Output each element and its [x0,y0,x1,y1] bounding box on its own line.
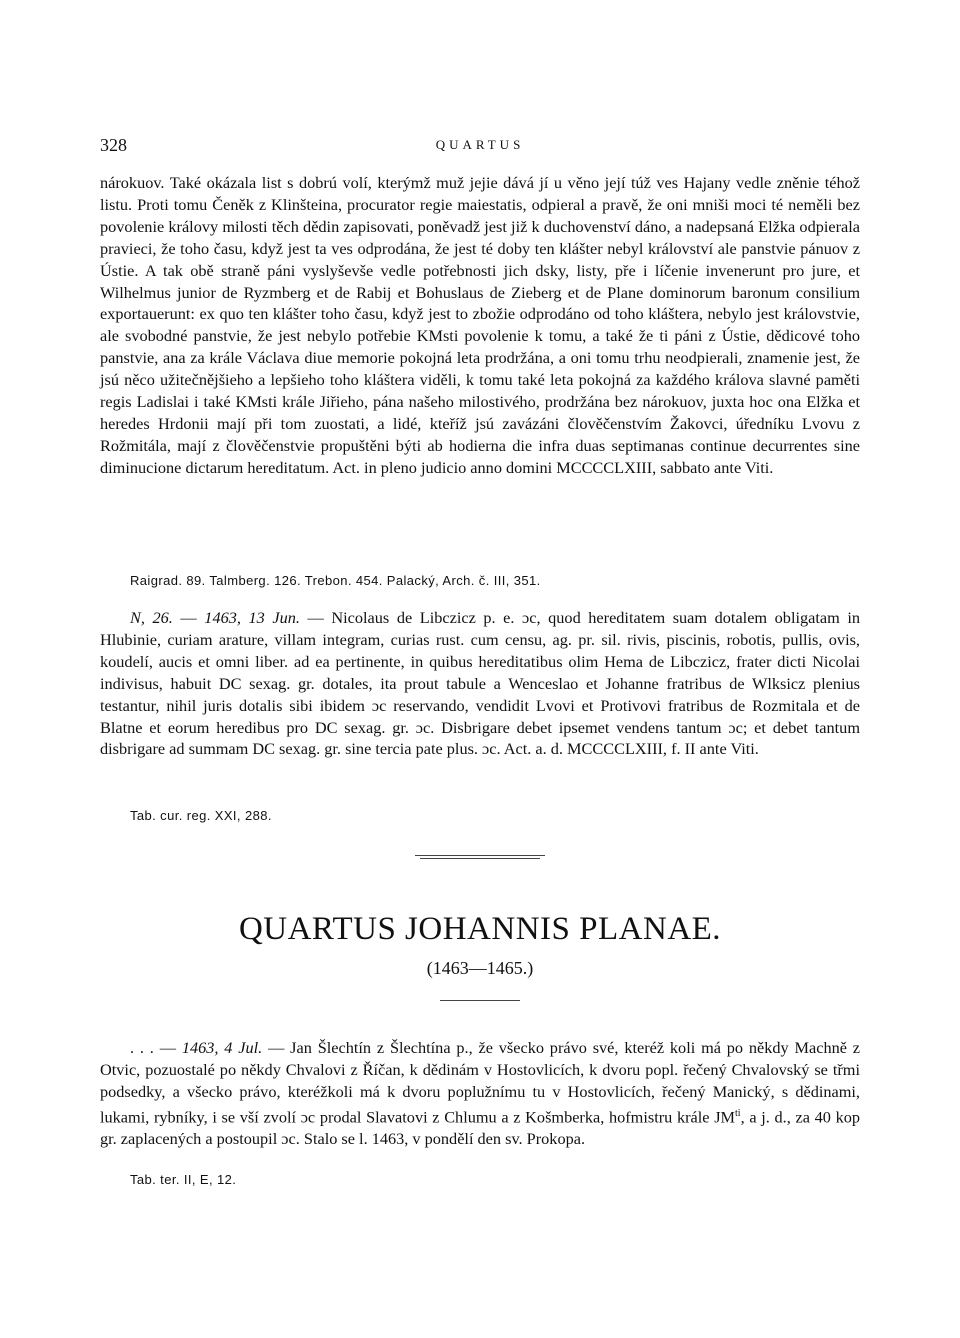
section-title: QUARTUS JOHANNIS PLANAE. [238,911,722,947]
entry-1463-jul [100,1037,860,1150]
page-number: 328 [100,135,127,155]
entry-date: 1463, 13 Jun. [204,608,300,627]
entry-n26 [100,607,860,760]
superscript: ti [735,1107,741,1119]
section-years: (1463—1465.) [426,958,534,978]
section-divider [420,858,540,859]
running-head: QUARTUS [435,137,525,152]
paragraph-continuation: nárokuov. Také okázala list s dobrú volí, kterýmž muž jejie dává jí u věno její túž ves Hajany vedle zněnie téhož listu. Proti tomu Čeněk z Klinšteina, procurator regie maiestatis, odpieral a pravě, že oni mniši moci té neměli bez povolenie královy milosti těch dědin zapisovati, poněvadž jest již k duchovenství dáno, a nadepsaná Elžka odpierala pravieci, že toho času, když jest ta ves odprodána, že jest té doby ten klášter nebyl království ale panstvie pánuov z Ústie. A tak obě straně páni vyslyševše vedle potřebnosti jich dsky, listy, pře i líčenie invenerunt pro jure, et Wilhelmus junior de Ryzmberg et de Rabij et Bohuslaus de Zieberg et de Plane dominorum baronum consilium exportauerunt: ex quo ten klášter toho času, když jest to zbožie odprodáno od toho kláštera, nebylo jest královstvie, ale svobodné panstvie, že jest nebylo potřebie KMsti povolenie k tomu, a také že ti páni z Ústie, dědicové toho panstvie, ana za krále Václava diue memorie pokojná leta prodržána, a oni tomu trhu neodpierali, znamenie jest, že jsú něco užitečnějšieho a lepšieho toho kláštera viděli, k tomu také leta pokojná za každého králova slavné paměti regis Ladislai i také KMsti krále Jiřieho, pána našeho milostivého, prodržána bez nárokuov, juxta hoc ona Elžka et heredes Hrdonii mají při tom zuostati, a lidé, kteříž jsú zavázáni člověčenstvím Žakovci, úředníku Lvovu z Rožmitála, mají z člověčenstvie propuštěni býti ab hodierna die infra duas septimanas continue decurrentes sine diminucione dictarum hereditatum. Act. in pleno judicio anno domini MCCCCLXIII, sabbato ante Viti. [100,173,860,477]
page-header [100,135,860,159]
entry-dash: — [172,608,205,627]
section-divider [415,855,545,856]
entry-reference: N, 26. [130,608,173,627]
entry-text: — Jan Šlechtín z Šlechtína p., že všecko právo své, kteréž koli má po někdy Machně z Otvic, pozuostalé po někdy Chvalovi z Říčan, k dědinám v Hostovlicích, k dvoru popl. řečený Chvalovský se třmi podsedky, a všecko právo, kteréžkoli má k dvoru poplužnímu tu v Hostovlicích, řečený Manický, s dědinami, lukami, rybníky, i se vší zvolí ɔc prodal Slavatovi z Chlumu a z Košmberka, hofmistru krále JM [100,1038,861,1127]
entry-text-end: , a j. d., za 40 kop gr. zaplacených a postoupil ɔc. Stalo se l. 1463, v pondělí den sv. Prokopa. [100,1107,861,1149]
entry-date: 1463, 4 Jul. [181,1038,263,1057]
source-citation: Tab. cur. reg. XXI, 288. [130,808,272,823]
source-citation: Raigrad. 89. Talmberg. 126. Trebon. 454. Palacký, Arch. č. III, 351. [130,573,541,588]
entry-lead: . . . — [130,1038,182,1057]
entry-text: — Nicolaus de Libczicz p. e. ɔc, quod hereditatem suam dotalem obligatam in Hlubinie, curiam arature, villam integram, curias rust. cum censu, ag. pr. sil. rivis, piscinis, robotis, pullis, ovis, koudelí, aucis et omni liber. ad ea pertinente, in quibus hereditatibus olim Hema de Libczicz, frater dicti Nicolai indivisus, habuit DC sexag. gr. dotales, ita prout tabule a Wenceslao et Johanne fratribus de Wlksicz plenius testantur, nihil juris dotalis sibi ibidem ɔc reservando, vendidit Lvovi et Protivovi fratribus de Rozmitala et de Blatne et eorum heredibus pro DC sexag. gr. ɔc. Disbrigare debet ipsemet vendens tantum ɔc; et debet tantum disbrigare ad summam DC sexag. gr. sine tercia pate plus. ɔc. Act. a. d. MCCCCLXIII, f. II ante Viti. [100,608,861,759]
section-title-rule [440,1000,520,1001]
source-citation: Tab. ter. II, E, 12. [130,1172,237,1187]
